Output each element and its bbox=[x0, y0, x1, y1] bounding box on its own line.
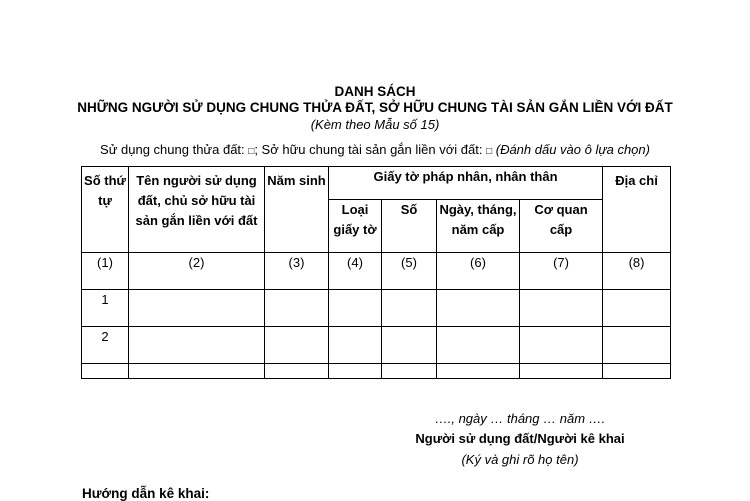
column-number: (2) bbox=[129, 253, 265, 290]
header-name: Tên người sử dụng đất, chủ sở hữu tài sản gắn liền với đất bbox=[129, 167, 265, 253]
column-number: (1) bbox=[82, 253, 129, 290]
table-cell[interactable] bbox=[520, 364, 603, 379]
table-cell[interactable] bbox=[603, 364, 671, 379]
table-cell[interactable] bbox=[129, 290, 265, 327]
option-use-label: Sử dụng chung thửa đất: bbox=[100, 142, 245, 157]
subheader-issue-date: Ngày, tháng, năm cấp bbox=[437, 200, 520, 253]
table-cell[interactable] bbox=[265, 327, 329, 364]
column-number: (7) bbox=[520, 253, 603, 290]
table-cell[interactable] bbox=[437, 327, 520, 364]
doc-attached-note: (Kèm theo Mẫu số 15) bbox=[310, 117, 440, 132]
header-address: Địa chỉ bbox=[603, 167, 671, 253]
table-cell[interactable] bbox=[520, 290, 603, 327]
checkbox-use-icon[interactable]: □ bbox=[248, 146, 255, 157]
guide-heading: Hướng dẫn kê khai: bbox=[82, 486, 210, 501]
subheader-issuing-agency: Cơ quan cấp bbox=[520, 200, 603, 253]
table-cell[interactable] bbox=[603, 327, 671, 364]
table-cell[interactable] bbox=[382, 290, 437, 327]
table-cell[interactable] bbox=[603, 290, 671, 327]
table-cell[interactable] bbox=[382, 327, 437, 364]
header-papers: Giấy tờ pháp nhân, nhân thân bbox=[329, 167, 603, 200]
table-cell[interactable] bbox=[129, 327, 265, 364]
row-index: 1 bbox=[82, 290, 129, 327]
column-number: (4) bbox=[329, 253, 382, 290]
table-row bbox=[82, 290, 671, 327]
header-birth-year: Năm sinh bbox=[265, 167, 329, 253]
signature-note: (Ký và ghi rõ họ tên) bbox=[461, 452, 579, 467]
table-cell[interactable] bbox=[265, 290, 329, 327]
table-cell[interactable] bbox=[329, 364, 382, 379]
ownership-options-line bbox=[0, 142, 750, 157]
table-cell[interactable] bbox=[129, 364, 265, 379]
doc-subtitle: NHỮNG NGƯỜI SỬ DỤNG CHUNG THỬA ĐẤT, SỞ HỮU CHUNG TÀI SẢN GẮN LIỀN VỚI ĐẤT bbox=[77, 100, 673, 115]
signature-date-line: …., ngày … tháng … năm …. bbox=[434, 411, 606, 426]
table-cell[interactable] bbox=[329, 327, 382, 364]
column-number: (8) bbox=[603, 253, 671, 290]
column-number: (6) bbox=[437, 253, 520, 290]
subheader-paper-type: Loại giấy tờ bbox=[329, 200, 382, 253]
table-cell[interactable] bbox=[437, 364, 520, 379]
table-cell[interactable] bbox=[82, 364, 129, 379]
row-index: 2 bbox=[82, 327, 129, 364]
table-row bbox=[82, 364, 671, 379]
option-note: (Đánh dấu vào ô lựa chọn) bbox=[495, 142, 650, 157]
header-stt: Số thứ tự bbox=[82, 167, 129, 253]
table-row bbox=[82, 327, 671, 364]
table-cell[interactable] bbox=[382, 364, 437, 379]
signature-signer: Người sử dụng đất/Người kê khai bbox=[415, 431, 625, 446]
table-cell[interactable] bbox=[520, 327, 603, 364]
column-number-row bbox=[82, 253, 671, 290]
column-number: (5) bbox=[382, 253, 437, 290]
doc-title: DANH SÁCH bbox=[334, 84, 416, 99]
subheader-paper-number: Số bbox=[382, 200, 437, 253]
owners-table bbox=[81, 166, 671, 379]
column-number: (3) bbox=[265, 253, 329, 290]
option-own-label: ; Sở hữu chung tài sản gắn liền với đất: bbox=[254, 142, 483, 157]
table-cell[interactable] bbox=[437, 290, 520, 327]
table-cell[interactable] bbox=[329, 290, 382, 327]
checkbox-own-icon[interactable]: □ bbox=[486, 146, 493, 157]
table-cell[interactable] bbox=[265, 364, 329, 379]
